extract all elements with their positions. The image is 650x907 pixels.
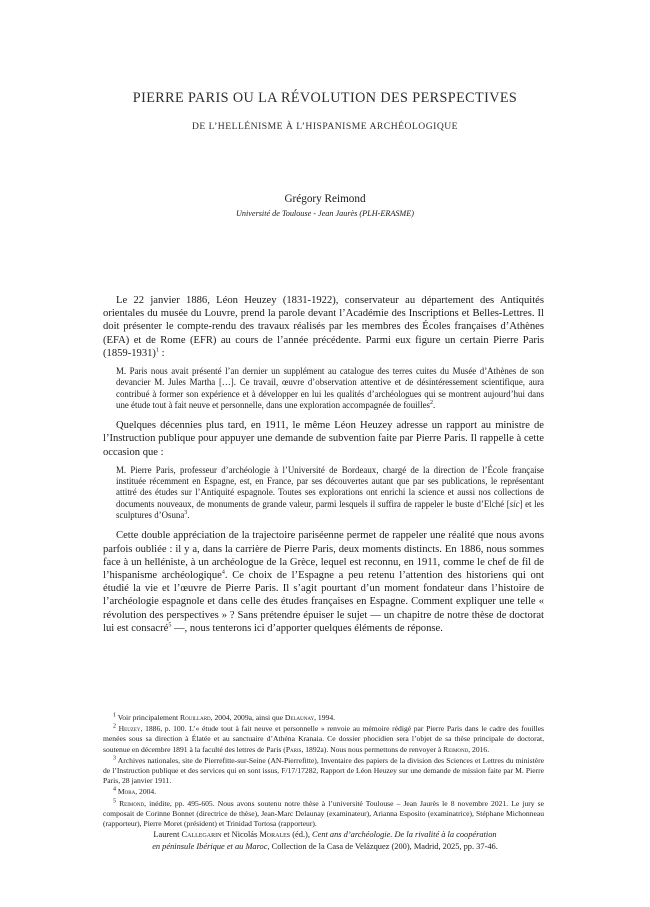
article-body [103,294,544,635]
quote-2-end: . [187,510,190,520]
footnote-2-text-2: , 1892a). Nous nous permettons de renvoyer à [301,744,444,754]
footnote-3-text: Archives nationales, site de Pierrefitte-sur-Seine (AN-Pierrefitte), Inventaire des papiers de la division des Sciences et Lettres du ministère de l’Instruction publique et des services qui en sont issus, F/17/17282, Rapport de Léon Heuzey sur une demande de mission faite par M. Pierre Paris, 28 janvier 1911. [103,755,544,786]
footnote-5-number: 5 [113,798,116,805]
block-quote-2 [116,465,544,521]
quote-2-text-a: M. Pierre Paris, professeur d’archéologie à l’Université de Bordeaux, chargé de la direction de l’École française instituée récemment en Espagne, est, en France, par ses découvertes autant que par ses publications, le représentant attitré des études sur l’Antiquité espagnole. Toutes ses explorations ont enrichi la science et aussi nos collections de documents nouveaux, de monuments de grande valeur, parmi lesquels il suffira de rappeler le buste d’Elché [ [116,464,544,509]
footnote-1 [103,713,544,723]
footnote-4-text: , 2004. [135,787,157,797]
footnote-ref-1: 1 [155,347,159,354]
quote-1-text: M. Paris nous avait présenté l’an dernier un supplément au catalogue des terres cuites du Musée d’Athènes de son devancier M. Jules Martha […]. Ce travail, œuvre d’observation attentive et de désintéressement scientifique, aura contribué à former son expérience et à développer en lui les qualités d’archéologues qui se montrent aujourd’hui dans une étude tout à fait neuve et personnelle, dans une exploration accompagnée de fouilles [116,366,544,410]
footnote-2-number: 2 [113,723,116,730]
quote-2-text-b: ] et les sculptures d’Osuna [116,498,544,520]
footnote-5-author: Reimond [119,798,145,808]
citation-book-title: Cent ans d’archéologie. De la rivalité à la coopération [312,830,497,839]
quote-1-end: . [432,399,436,410]
footnote-1-author-1: Rouillard [180,713,211,722]
footnote-3-number: 3 [113,755,116,762]
citation-publication: , Collection de la Casa de Velázquez (200), Madrid, 2025, pp. 37-46. [267,842,498,851]
footnote-2-author-2: Paris [285,744,302,754]
paragraph-3-text-b: . Ce choix de l’Espagne a peu retenu l’attention des historiens qui ont étudié la vie et l’œuvre de Pierre Paris. Il s’agit pourtant d’un moment fondateur dans l’histoire de l’archéologie espagnole et dans celle des études françaises en Espagne. Comment expliquer une telle « révolution des perspectives » ? Sans prétendre épuiser le sujet — un chapitre de notre thèse de doctorat lui est consacré [103,569,544,634]
book-citation [0,829,650,853]
footnote-3 [103,756,544,787]
footnote-2 [103,724,544,755]
citation-text-a: Laurent [153,830,182,839]
footnote-5 [103,799,544,830]
paragraph-3-text-a: Cette double appréciation de la trajectoire pariséenne permet de rappeler une réalité que nous avons parfois oubliée : il y a, dans la carrière de Pierre Paris, deux moments distincts. En 1886, nous sommes face à un helléniste, à un archéologue de la Grèce, lequel est reconnu, en 1911, comme le chef de fil de l’hispanisme archéologique [103,530,544,581]
footnote-1-number: 1 [113,712,116,719]
footnote-2-text: , 1886, p. 100. L’« étude tout à fait neuve et personnelle » renvoie au mémoire rédigé par Pierre Paris dans le cadre des fouilles menées sous sa direction à Élatée et au sanctuaire d’Athéna Kranaia. Ce dossier phocidien sera l’objet de sa thèse principale de doctorat, soutenue en décembre 1891 à la faculté des lettres de Paris ( [103,724,545,754]
citation-editor-2: Morales [259,830,291,839]
footnote-4 [103,787,544,797]
footnote-4-number: 4 [113,786,116,793]
footnote-ref-4: 4 [221,569,225,576]
citation-text-b: et Nicolás [221,830,260,839]
article-title: PIERRE PARIS OU LA RÉVOLUTION DES PERSPECTIVES [132,90,518,106]
article-subtitle: DE L’HELLÉNISME À L’HISPANISME ARCHÉOLOGIQUE [191,121,459,132]
footnotes [103,713,544,830]
footnote-2-author-3: Reimond [443,744,469,754]
paragraph-1-text: Le 22 janvier 1886, Léon Heuzey (1831-1922), conservateur au département des Antiquités orientales du musée du Louvre, prend la parole devant l’Académie des Inscriptions et Belles-Lettres. Il doit présenter le compte-rendu des travaux réalisés par les membres des Écoles françaises d’Athènes (EFA) et de Rome (EFR) au cours de l’année précédente. Parmi eux figure un certain Pierre Paris (1859-1931) [103,295,544,359]
citation-line-1 [0,829,650,841]
footnote-1-text-b: , 2004, 2009a, ainsi que [210,713,285,722]
citation-book-title-cont: en péninsule Ibérique et au Maroc [152,842,268,851]
paragraph-2: Quelques décennies plus tard, en 1911, le même Léon Heuzey adresse un rapport au ministre de l’Instruction publique pour appuyer une demande de subvention faite par Pierre Paris. Il rappelle à cette occasion que : [103,420,544,458]
footnote-ref-3: 3 [184,510,188,517]
author-affiliation: Université de Toulouse - Jean Jaurès (PLH-ERASME) [236,209,414,218]
footnote-ref-2: 2 [429,399,433,406]
footnote-5-text: , inédite, pp. 495-605. Nous avons soutenu notre thèse à l’université Toulouse – Jean Jaurès le 8 novembre 2021. Le jury se composait de Corinne Bonnet (directrice de thèse), Jean-Marc Delaunay (examinateur), Arianna Esposito (examinatrice), Stéphane Michonneau (rapporteur), Pierre Moret (président) et Trinidad Tortosa (rapporteur). [103,798,544,829]
citation-text-c: (éd.), [290,830,313,839]
footnote-ref-5: 5 [168,622,172,629]
footnote-4-author: Mora [117,787,136,797]
paragraph-3 [103,529,544,635]
citation-editor-1: Callegarin [181,830,222,839]
block-quote-1 [116,366,544,411]
footnote-2-author: Heuzey [118,724,141,734]
citation-line-2 [0,841,650,853]
paragraph-3-text-c: —, nous tenterons ici d’apporter quelques éléments de réponse. [171,622,443,634]
paragraph-1 [103,294,544,360]
footnote-2-text-3: , 2016. [468,744,490,754]
footnote-1-text-a: Voir principalement [116,713,181,722]
footnote-1-author-2: Delaunay [284,713,315,722]
author-name: Grégory Reimond [284,193,366,205]
quote-2-sic: sic [509,498,520,509]
paragraph-1-end: : [158,347,165,359]
footnote-1-text-c: , 1994. [314,713,336,722]
